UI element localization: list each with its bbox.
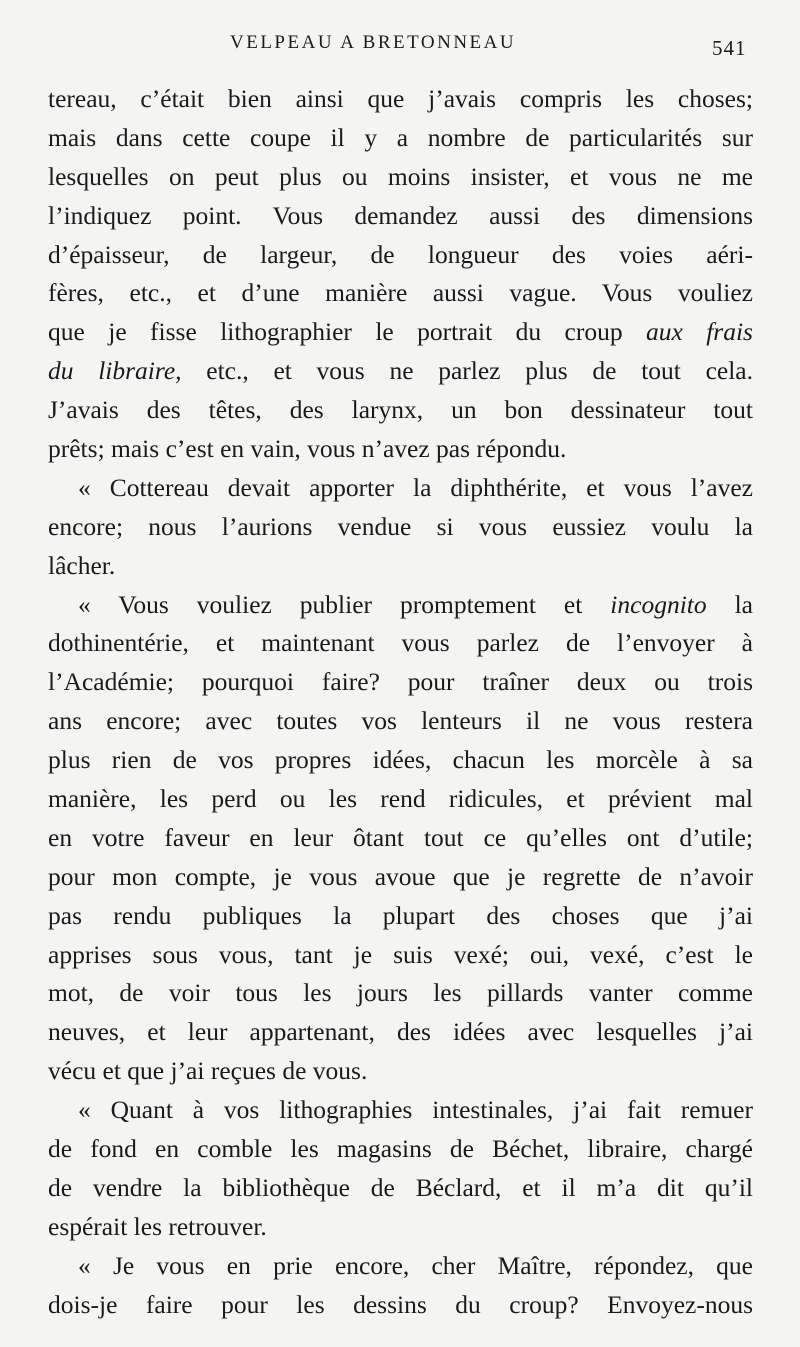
paragraph-2 bbox=[48, 469, 753, 586]
text-run: que je fisse lithographier le portrait du croup bbox=[48, 317, 646, 347]
text-line: dothinentérie, et maintenant vous parlez de l’envoyer à bbox=[48, 628, 753, 658]
text-line: manière, les perd ou les rend ridicules, et prévient mal bbox=[48, 784, 753, 814]
text-line: de fond en comble les magasins de Béchet, libraire, chargé bbox=[48, 1134, 753, 1164]
paragraph-5 bbox=[48, 1247, 753, 1325]
text-line: ans encore; avec toutes vos lenteurs il ne vous restera bbox=[48, 706, 753, 736]
text-line: pas rendu publiques la plupart des choses que j’ai bbox=[48, 900, 753, 930]
text-line: prêts; mais c’est en vain, vous n’avez pas répondu. bbox=[48, 434, 567, 464]
text-line: mais dans cette coupe il y a nombre de particularités sur bbox=[48, 122, 753, 152]
text-run: « Vous vouliez publier promptement et bbox=[78, 589, 611, 619]
text-line: tereau, c’était bien ainsi que j’avais compris les choses; bbox=[48, 84, 753, 113]
text-line bbox=[48, 586, 753, 625]
italic-run: incognito bbox=[610, 589, 707, 619]
text-line: « Quant à vos lithographies intestinales, j’ai fait remuer bbox=[78, 1095, 753, 1125]
paragraph-1 bbox=[48, 80, 753, 469]
text-run: la bbox=[706, 589, 753, 619]
text-line: pour mon compte, je vous avoue que je regrette de n’avoir bbox=[48, 861, 753, 891]
text-line: J’avais des têtes, des larynx, un bon dessinateur tout bbox=[48, 395, 753, 425]
italic-run: du libraire, bbox=[48, 356, 182, 386]
text-line: apprises sous vous, tant je suis vexé; oui, vexé, c’est le bbox=[48, 939, 753, 969]
text-line bbox=[48, 313, 753, 352]
text-line: fères, etc., et d’une manière aussi vague. Vous vouliez bbox=[48, 278, 753, 308]
text-line: plus rien de vos propres idées, chacun les morcèle à sa bbox=[48, 745, 753, 775]
text-line: dois-je faire pour les dessins du croup? Envoyez-nous bbox=[48, 1289, 753, 1319]
paragraph-3 bbox=[48, 586, 753, 1092]
text-line bbox=[48, 352, 753, 391]
text-line: lâcher. bbox=[48, 550, 116, 580]
text-line: neuves, et leur appartenant, des idées avec lesquelles j’ai bbox=[48, 1017, 753, 1047]
text-line: l’indiquez point. Vous demandez aussi des dimensions bbox=[48, 200, 753, 230]
page-number: 541 bbox=[712, 36, 747, 60]
text-line: vécu et que j’ai reçues de vous. bbox=[48, 1056, 368, 1086]
text-line: de vendre la bibliothèque de Béclard, et il m’a dit qu’il bbox=[48, 1172, 753, 1202]
body-text bbox=[48, 80, 753, 1325]
text-line: mot, de voir tous les jours les pillards vanter comme bbox=[48, 978, 753, 1008]
italic-run: aux frais bbox=[645, 317, 753, 347]
text-line: d’épaisseur, de largeur, de longueur des voies aéri- bbox=[48, 239, 753, 269]
text-line: encore; nous l’aurions vendue si vous eussiez voulu la bbox=[48, 511, 753, 541]
running-head bbox=[0, 32, 800, 62]
text-run: etc., et vous ne parlez plus de tout cela. bbox=[181, 356, 753, 386]
running-title: VELPEAU A BRETONNEAU bbox=[230, 32, 517, 53]
text-line: lesquelles on peut plus ou moins insister, et vous ne me bbox=[48, 161, 753, 191]
text-line: « Je vous en prie encore, cher Maître, répondez, que bbox=[78, 1250, 753, 1280]
text-line: « Cottereau devait apporter la diphthérite, et vous l’avez bbox=[78, 472, 753, 502]
paragraph-4 bbox=[48, 1091, 753, 1247]
text-line: l’Académie; pourquoi faire? pour traîner deux ou trois bbox=[48, 667, 753, 697]
text-line: espérait les retrouver. bbox=[48, 1211, 267, 1241]
text-line: en votre faveur en leur ôtant tout ce qu’elles ont d’utile; bbox=[48, 822, 753, 852]
